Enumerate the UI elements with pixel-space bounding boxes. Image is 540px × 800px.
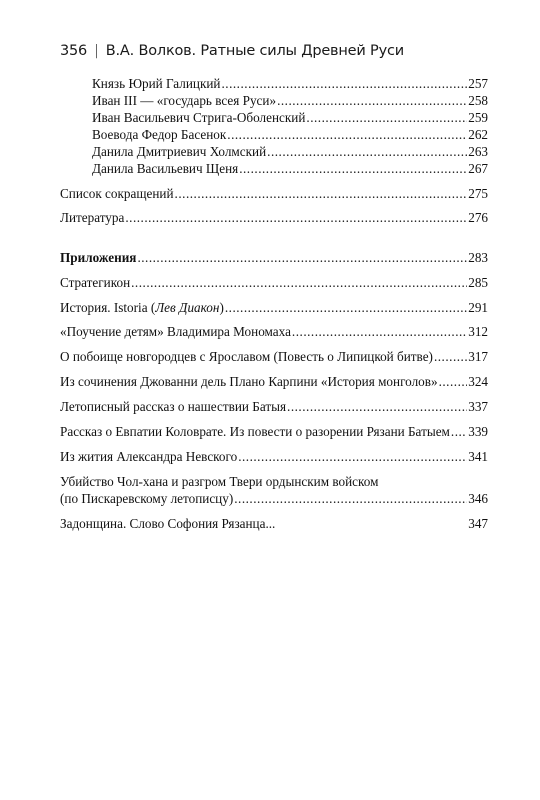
toc-subentry — [92, 110, 488, 126]
toc-entry-title: Данила Васильевич Щеня — [92, 161, 239, 176]
toc-entry-page: 276 — [468, 210, 488, 225]
toc-entry-page: 337 — [468, 399, 488, 414]
toc-leader-dots — [267, 144, 467, 160]
toc-entry-page: 258 — [468, 93, 488, 108]
toc-entry-title: Рассказ о Евпатии Коловрате. Из повести о разорении Рязани Батыем — [60, 424, 450, 439]
toc-entry-page: 275 — [468, 186, 488, 201]
toc-entry-title: Данила Дмитриевич Холмский — [92, 144, 267, 159]
toc-appendix-entry — [60, 516, 488, 532]
toc-entry-title: Летописный рассказ о нашествии Батыя — [60, 399, 287, 414]
toc-entry-title: Убийство Чол-хана и разгром Твери ордынским войском — [60, 474, 379, 489]
header-separator: | — [94, 43, 99, 59]
toc-leader-dots — [451, 424, 467, 440]
toc-section — [60, 186, 488, 202]
toc-entry-page: 341 — [468, 449, 488, 464]
running-title: В.А. Волков. Ратные силы Древней Руси — [105, 43, 404, 59]
toc-leader-dots — [434, 349, 467, 365]
toc-appendix-entry — [60, 424, 488, 440]
toc-leader-dots — [439, 374, 468, 390]
toc-leader-dots — [292, 324, 467, 340]
toc-leader-dots — [227, 127, 467, 143]
toc-subentry — [92, 76, 488, 92]
toc-appendix-entry — [60, 275, 488, 291]
toc-entry-title: Иван Васильевич Стрига-Оболенский — [92, 110, 306, 125]
toc-entry-page: 324 — [468, 374, 488, 389]
toc-title-part: История. Istoria ( — [60, 300, 156, 315]
toc-leader-dots — [125, 210, 467, 226]
toc-subentry — [92, 93, 488, 109]
toc-entry-title: Задонщина. Слово Софония Рязанца... — [60, 516, 276, 531]
toc-entry-page: 285 — [468, 275, 488, 290]
toc-entry-title: Иван III — «государь всея Руси» — [92, 93, 277, 108]
toc-entry-page: 267 — [468, 161, 488, 176]
toc-entry-page: 262 — [468, 127, 488, 142]
toc-section — [60, 210, 488, 226]
toc-entry-title: О побоище новгородцев с Ярославом (Повесть о Липицкой битве) — [60, 349, 433, 364]
toc-leader-dots — [175, 186, 468, 202]
toc-entry-page: 312 — [468, 324, 488, 339]
toc-entry-title: Воевода Федор Басенок — [92, 127, 227, 142]
toc-appendix-entry — [60, 324, 488, 340]
toc-appendix-entry — [60, 399, 488, 415]
toc-entry-title — [60, 300, 224, 316]
toc-leader-dots — [287, 399, 467, 415]
toc-entry-page: 259 — [468, 110, 488, 125]
toc-appendix-entry — [60, 374, 488, 390]
toc-entry-title: Стратегикон — [60, 275, 131, 290]
toc-leader-dots — [306, 110, 467, 126]
toc-appendix-entry — [60, 300, 488, 316]
toc-leader-dots — [277, 93, 467, 109]
toc-entry-page: 346 — [468, 491, 488, 506]
toc-entry-page: 257 — [468, 76, 488, 91]
toc-subentry — [92, 127, 488, 143]
toc-entry-page: 317 — [468, 349, 488, 364]
toc-entry-title: Князь Юрий Галицкий — [92, 76, 221, 91]
toc-leader-dots — [137, 250, 467, 266]
toc-entry-page: 339 — [468, 424, 488, 439]
toc-appendix-heading — [60, 250, 488, 266]
toc-entry-title: Приложения — [60, 250, 137, 265]
toc-entry-title: Список сокращений — [60, 186, 174, 201]
toc-entry-title: «Поучение детям» Владимира Мономаха — [60, 324, 291, 339]
toc-subentry — [92, 161, 488, 177]
toc-leader-dots — [131, 275, 467, 291]
toc-entry-page: 291 — [468, 300, 488, 315]
toc-entry-page: 283 — [468, 250, 488, 265]
toc-entry-title-line2: (по Пискаревскому летописцу) — [60, 491, 234, 506]
page-number: 356 — [60, 43, 88, 59]
toc-title-author: Лев Диакон — [155, 300, 220, 315]
toc-appendix-entry — [60, 349, 488, 365]
running-header — [60, 43, 404, 59]
toc-appendix-entry-multiline — [60, 474, 488, 507]
toc-entry-page: 263 — [468, 144, 488, 159]
toc-entry-title: Из сочинения Джованни дель Плано Карпини «История монголов» — [60, 374, 438, 389]
toc-entry-title: Из жития Александра Невского — [60, 449, 238, 464]
toc-subentry — [92, 144, 488, 160]
toc-appendix-entry — [60, 449, 488, 465]
toc-leader-dots — [221, 76, 467, 92]
toc-title-part: ) — [219, 300, 224, 315]
toc-leader-dots — [239, 161, 467, 177]
toc-entry-page: 347 — [468, 516, 488, 531]
toc-leader-dots — [225, 300, 467, 316]
toc-leader-dots — [234, 491, 467, 507]
toc-entry-title: Литература — [60, 210, 125, 225]
toc-leader-dots — [238, 449, 467, 465]
